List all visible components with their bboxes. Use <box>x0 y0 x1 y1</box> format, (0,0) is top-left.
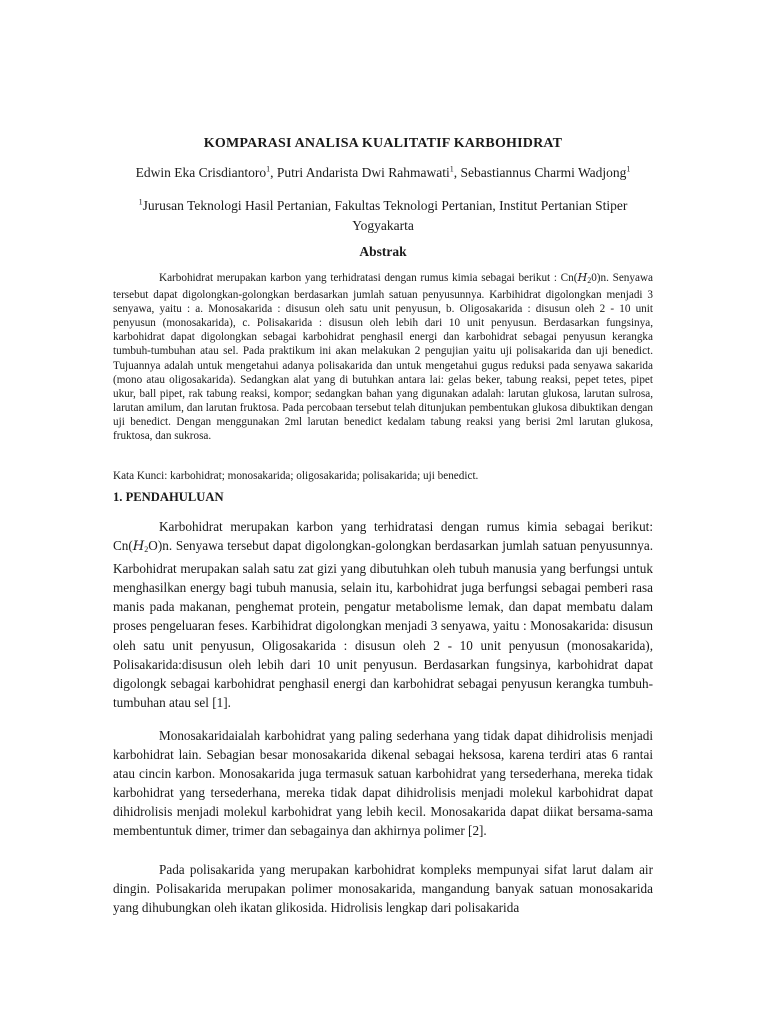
formula-h: H <box>577 271 588 284</box>
formula-subscript: 2 <box>587 276 592 285</box>
affiliation-text: Jurusan Teknologi Hasil Pertanian, Fakultas Teknologi Pertanian, Institut Pertanian Stiper Yogyakarta <box>142 198 628 233</box>
abstract-text <box>113 271 653 443</box>
formula-h: H <box>132 539 145 555</box>
author-separator: , <box>453 165 461 180</box>
keywords: Kata Kunci: karbohidrat; monosakarida; oligosakarida; polisakarida; uji benedict. <box>113 470 479 482</box>
author-name: Edwin Eka Crisdiantoro <box>135 165 267 180</box>
author-name: Putri Andarista Dwi Rahmawati <box>276 165 450 180</box>
paper-title: KOMPARASI ANALISA KUALITATIF KARBOHIDRAT <box>203 136 563 151</box>
formula-o: 0 <box>591 272 597 284</box>
author-affiliation-mark: 1 <box>266 164 271 174</box>
section-heading: 1. PENDAHULUAN <box>113 490 224 504</box>
paragraph-text: Monosakaridaialah karbohidrat yang paling sederhana yang tidak dapat dihidrolisis menjadi karbohidrat lain. Sebagian besar monosakarida dikenal sebagai heksosa, karena terdiri atas 6 rantai atau cincin karbon. Monosakarida juga termasuk satuan karbohidrat yang tersederhana, mereka tidak karbohidrat yang tersederhana, mereka tidak dapat dihidrolisis menjadi molekul karbohidrat dapat dihidrolisis menjadi molekul karbohidrat yang lebih kecil. Monosakarida dapat diikat bersama-sama membentuntuk dimer, trimer dan sebagainya dan akhirnya polimer [2]. <box>113 728 653 839</box>
body-paragraph <box>113 860 653 917</box>
abstract-text-start: Karbohidrat merupakan karbon yang terhidratasi dengan rumus kimia sebagai berikut : Cn( <box>159 272 578 284</box>
author-affiliation-mark: 1 <box>449 164 454 174</box>
affiliation-mark: 1 <box>138 197 143 207</box>
abstract-text-rest: )n. Senyawa tersebut dapat digolongkan-golongkan berdasarkan jumlah satuan penyusunnya. Karbihidrat digolongkan menjadi 3 senyawa, yaitu : a. Monosakarida : disusun oleh satu unit penyusun, b. Oligosakarida : disusun oleh 2 - 10 unit penyusun (monosakarida), c. Polisakarida : disusun oleh lebih dari 10 unit penyusun. Berdasarkan fungsinya, karbohidrat dapat digolongkan sebagai karbohidrat penghasil energi dan karbohidrat sebagai penyusun kerangka tumbuh-tumbuhan atau sel. Pada praktikum ini akan melakukan 2 pengujian yaitu uji polisakarida dan uji benedict. Tujuannya adalah untuk mengetahui adanya polisakarida dan untuk mengetahui gugus reduksi pada senyawa sakarida (mono atau oligosakarida). Sedangkan alat yang di butuhkan antara lai: gelas beker, tabung reaksi, pepet tetes, pipet ukur, ball pipet, rak tabung reaksi, kompor; sedangkan bahan yang digunakan adalah: larutan glukosa, larutan sulrosa, larutan amilum, dan larutan fruktosa. Pada percobaan tersebut telah ditunjukan pembentukan glukosa dibuktikan dengan uji benedict. Dengan menggunakan 2ml larutan benedict kedalam tabung reaksi yang berisi 2ml larutan glukosa, fruktosa, dan sukrosa. <box>113 272 653 443</box>
paragraph-text: Pada polisakarida yang merupakan karbohidrat kompleks mempunyai sifat larut dalam air dingin. Polisakarida merupakan polimer monosakarida, mangandung banyak satuan monosakarida yang dihubungkan oleh ikatan glikosida. Hidrolisis lengkap dari polisakarida <box>113 862 653 916</box>
author-list <box>113 165 653 181</box>
author-affiliation-mark: 1 <box>626 164 631 174</box>
author-name: Sebastiannus Charmi Wadjong <box>460 165 627 180</box>
affiliation <box>113 196 653 236</box>
body-paragraph <box>113 726 653 841</box>
body-paragraph <box>113 517 653 712</box>
author-separator: , <box>270 165 277 180</box>
abstract-heading: Abstrak <box>359 244 407 259</box>
formula-o: O <box>148 538 158 554</box>
paragraph-text-start: Karbohidrat merupakan karbon yang terhidratasi dengan rumus kimia sebagai berikut: Cn( <box>113 519 653 554</box>
paragraph-text-rest: )n. Senyawa tersebut dapat digolongkan-golongkan berdasarkan jumlah satuan penyusunnya. Karbohidrat merupakan salah satu zat gizi yang dibutuhkan oleh tubuh manusia yang berfungsi untuk menghasilkan energy bagi tubuh manusia, selain itu, karbohidrat juga berfungsi sebagai pemberi rasa manis pada makanan, penghemat protein, pengatur metabolisme lemak, dan dapat membatu dalam proses pengeluaran feses. Karbihidrat digolongkan menjadi 3 senyawa, yaitu : Monosakarida: disusun oleh satu unit penyusun, Oligosakarida : disusun oleh 2 - 10 unit penyusun (monosakarida), Polisakarida:disusun oleh lebih dari 10 unit penyusun. Berdasarkan fungsinya, karbohidrat dapat digolongk sebagai karbohidrat penghasil energi dan karbohidrat sebagai penyusun kerangka tumbuh-tumbuhan atau sel [1]. <box>113 538 653 710</box>
formula-subscript: 2 <box>144 545 149 555</box>
